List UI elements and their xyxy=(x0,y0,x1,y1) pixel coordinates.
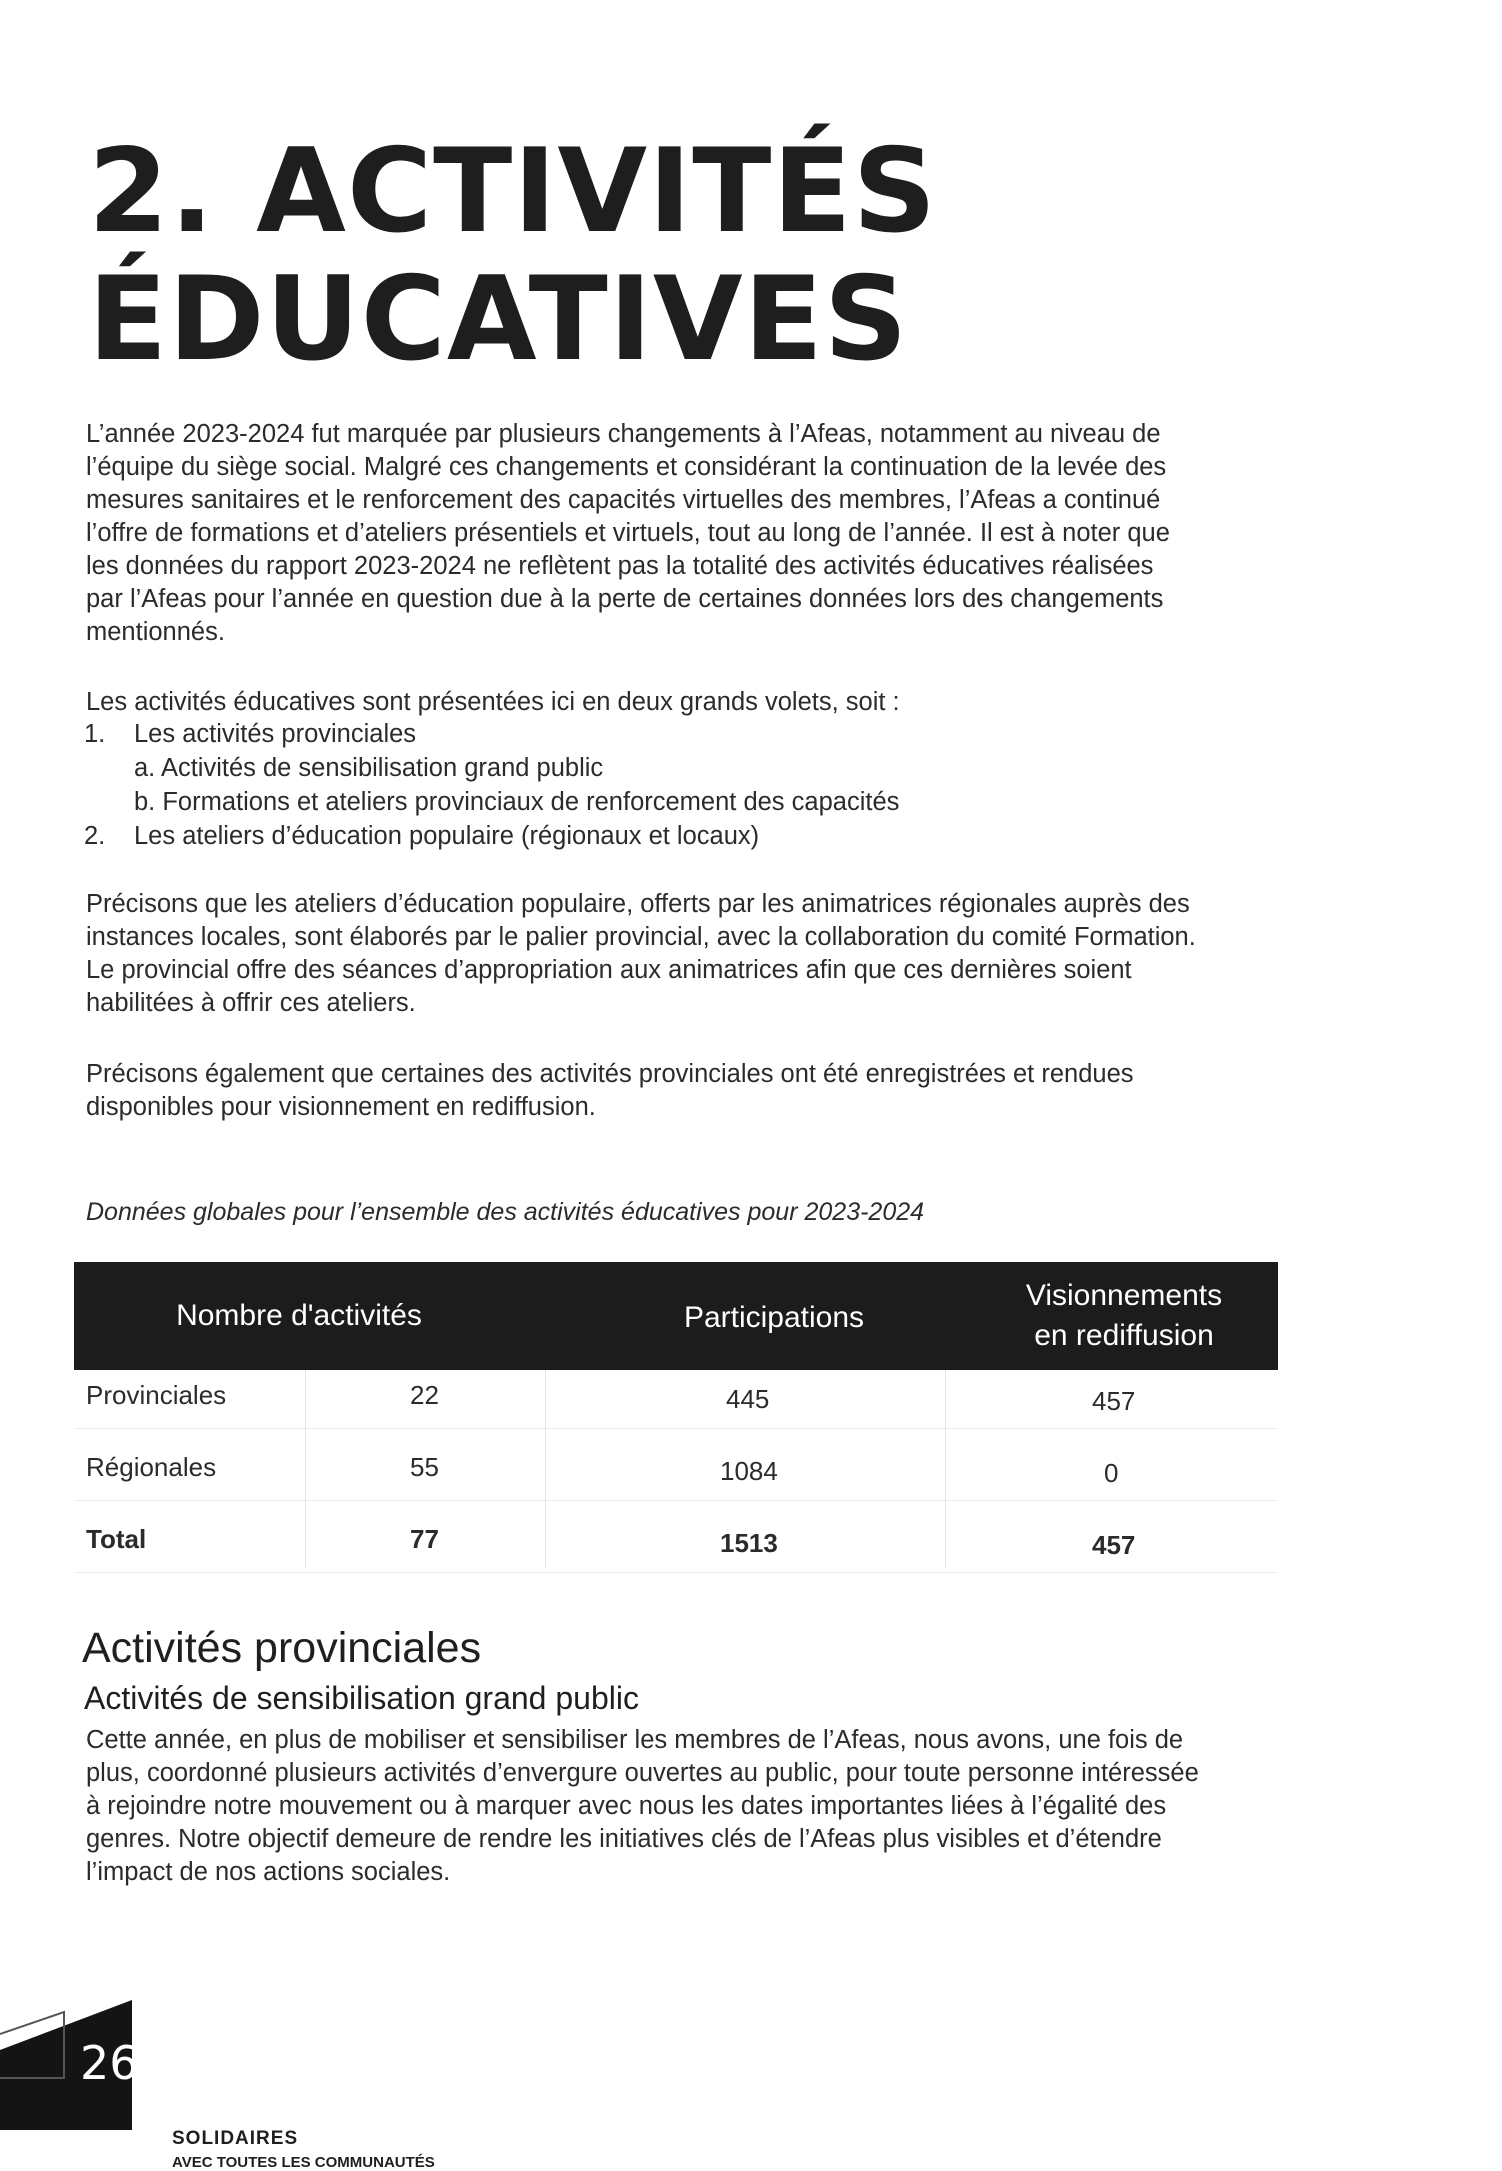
intro-paragraph xyxy=(86,418,1266,649)
cell-participations: 1084 xyxy=(720,1456,778,1486)
intro-line: L’année 2023-2024 fut marquée par plusieurs changements à l’Afeas, notamment au niveau de xyxy=(86,420,1161,448)
row-label: Provinciales xyxy=(86,1380,227,1410)
precisions-paragraph-1 xyxy=(86,888,1266,1020)
precisions-line: instances locales, sont élaborés par le palier provincial, avec la collaboration du comité Formation. xyxy=(86,923,1196,951)
list-subitem-a: a. Activités de sensibilisation grand public xyxy=(134,754,604,782)
list-subitem-b: b. Formations et ateliers provinciaux de renforcement des capacités xyxy=(134,788,900,816)
precisions-line: Le provincial offre des séances d’appropriation aux animatrices afin que ces dernières soient xyxy=(86,956,1132,984)
table-divider xyxy=(305,1370,306,1568)
header-nombre-activites: Nombre d'activités xyxy=(176,1299,422,1332)
brand-subtitle: AVEC TOUTES LES COMMUNAUTÉS xyxy=(172,2154,435,2171)
list-item-provinciales: Les activités provinciales xyxy=(134,720,417,748)
brand-title: SOLIDAIRES xyxy=(172,2128,299,2149)
table-divider xyxy=(74,1500,1278,1501)
page-title-line-1: 2. ACTIVITÉS xyxy=(88,124,938,259)
list-item-ateliers: Les ateliers d’éducation populaire (régionaux et locaux) xyxy=(134,822,760,850)
section-line: l’impact de nos actions sociales. xyxy=(86,1858,451,1886)
page-title-line-2: ÉDUCATIVES xyxy=(88,252,909,387)
precisions-line: Précisons que les ateliers d’éducation populaire, offerts par les animatrices régionales auprès des xyxy=(86,890,1190,918)
section-line: Cette année, en plus de mobiliser et sensibiliser les membres de l’Afeas, nous avons, une fois de xyxy=(86,1726,1184,1754)
header-visionnements xyxy=(974,1276,1274,1356)
section-heading: Activités provinciales xyxy=(82,1624,482,1672)
header-visionnements-line-1: Visionnements xyxy=(1025,1279,1223,1312)
header-visionnements-line-2: en rediffusion xyxy=(1034,1319,1214,1352)
cell-visionnements: 457 xyxy=(1092,1386,1136,1416)
table-divider xyxy=(945,1370,946,1568)
intro-line: les données du rapport 2023-2024 ne reflètent pas la totalité des activités éducatives réalisées xyxy=(86,552,1154,580)
intro-line: mesures sanitaires et le renforcement des capacités virtuelles des membres, l’Afeas a continué xyxy=(86,486,1161,514)
intro-line: l’équipe du siège social. Malgré ces changements et considérant la continuation de la levée des xyxy=(86,453,1167,481)
precisions-line: Précisons également que certaines des activités provinciales ont été enregistrées et rendues xyxy=(86,1060,1134,1088)
table-divider xyxy=(74,1572,1278,1573)
page-title xyxy=(88,124,938,387)
table-divider xyxy=(545,1370,546,1568)
list-number-2: 2. xyxy=(84,822,106,850)
cell-activites: 77 xyxy=(410,1524,439,1554)
page-number: 26 xyxy=(80,2036,139,2090)
row-label: Total xyxy=(86,1524,147,1554)
cell-participations: 1513 xyxy=(720,1528,778,1558)
cell-activites: 22 xyxy=(410,1380,439,1410)
intro-line: par l’Afeas pour l’année en question due à la perte de certaines données lors des changements xyxy=(86,585,1164,613)
precisions-paragraph-2 xyxy=(86,1058,1266,1124)
section-line: plus, coordonné plusieurs activités d’envergure ouvertes au public, pour toute personne intéressée xyxy=(86,1759,1199,1787)
section-paragraph xyxy=(86,1724,1266,1889)
intro-line: l’offre de formations et d’ateliers présentiels et virtuels, tout au long de l’année. Il est à noter que xyxy=(86,519,1170,547)
precisions-line: habilitées à offrir ces ateliers. xyxy=(86,989,416,1017)
section-subheading: Activités de sensibilisation grand public xyxy=(84,1680,639,1716)
section-line: à rejoindre notre mouvement ou à marquer avec nous les dates importantes liées à l’égalité des xyxy=(86,1792,1167,1820)
list-number-1: 1. xyxy=(84,720,106,748)
table-divider xyxy=(74,1428,1278,1429)
cell-participations: 445 xyxy=(726,1384,770,1414)
intro-line: mentionnés. xyxy=(86,618,225,646)
cell-visionnements: 0 xyxy=(1104,1458,1119,1488)
table-header xyxy=(74,1262,1278,1370)
cell-visionnements: 457 xyxy=(1092,1530,1136,1560)
row-label: Régionales xyxy=(86,1452,217,1482)
header-participations: Participations xyxy=(683,1301,865,1334)
table-caption: Données globales pour l’ensemble des activités éducatives pour 2023-2024 xyxy=(86,1198,925,1226)
section-line: genres. Notre objectif demeure de rendre les initiatives clés de l’Afeas plus visibles et d’étendre xyxy=(86,1825,1162,1853)
cell-activites: 55 xyxy=(410,1452,439,1482)
precisions-line: disponibles pour visionnement en rediffusion. xyxy=(86,1093,596,1121)
volets-intro: Les activités éducatives sont présentées ici en deux grands volets, soit : xyxy=(86,688,900,716)
